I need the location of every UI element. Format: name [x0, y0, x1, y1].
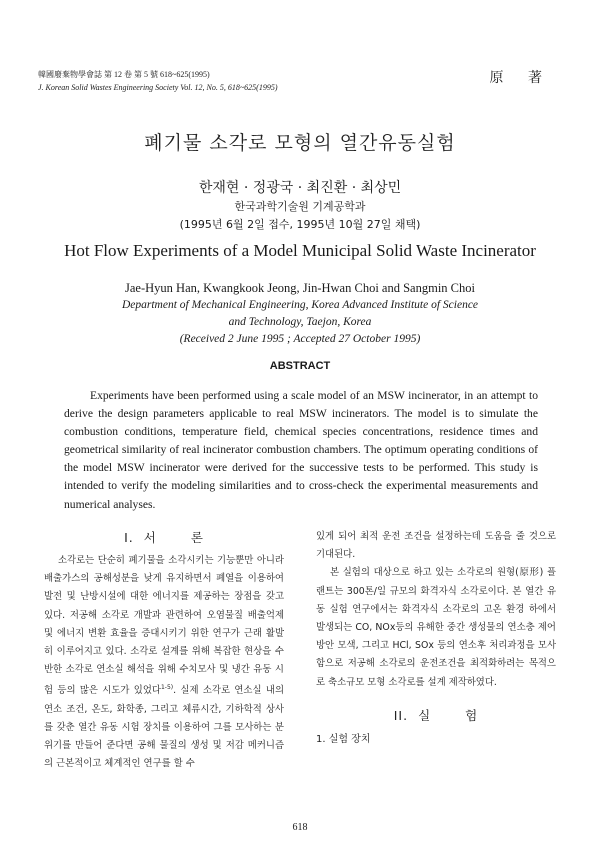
authors-english: Jae-Hyun Han, Kwangkook Jeong, Jin-Hwan Choi and Sangmin Choi [125, 281, 475, 295]
affiliation-english-line1: Department of Mechanical Engineering, Korea Advanced Institute of Science [121, 299, 479, 311]
citation-ref: 1-5) [160, 684, 174, 692]
left-column [44, 528, 284, 774]
section-heading-introduction [44, 528, 284, 552]
intro-text-cont: . 실제 소각로 연소실 내의 연소 조건, 온도, 화학종, 그리고 체류시간, 기하학적 상사를 갖춘 열간 유동 시험 장치를 이용하여 그를 모사하는 분위기를 만들어 준다면 공해 물질의 생성 및 저감 메커니즘의 근본적이고 체계적인 연구를 할 수 [44, 685, 284, 770]
journal-header-ko: 韓國廢棄物學會誌 第 12 卷 第 5 號 618~625(1995) [38, 70, 210, 79]
section-title-part2: 험 [465, 707, 479, 723]
section-number: II. [393, 707, 409, 723]
section-title-part2: 론 [190, 530, 204, 545]
journal-header-en: J. Korean Solid Wastes Engineering Society Vol. 12, No. 5, 618~625(1995) [38, 83, 278, 92]
dates-korean: (1995년 6월 2일 접수, 1995년 10월 27일 채택) [179, 218, 421, 231]
right-column [316, 528, 556, 745]
introduction-paragraph [44, 552, 284, 774]
subsection-heading: 1. 실험 장치 [316, 733, 371, 745]
article-type-label: 原 著 [489, 70, 552, 86]
title-english: Hot Flow Experiments of a Model Municipal Solid Waste Incinerator [64, 241, 536, 260]
dates-english: (Received 2 June 1995 ; Accepted 27 October 1995) [179, 333, 421, 345]
intro-text: 소각로는 단순히 폐기물을 소각시키는 기능뿐만 아니라 배출가스의 공해성분을 낮게 유지하면서 폐열을 이용하여 발전 및 난방시설에 대한 에너지를 제공하는 장점을 갖고 있다. 저공해 소각로 개발과 관련하여 오염물질 배출억제 및 에너지 변환 효율을 증대시키기 위한 연구가 근래 활발히 이루어지고 있다. 소각로 설계를 위해 복잡한 현상을 수반한 소각로 연소실 해석을 위해 수치모사 및 냉간 유동 시험 등의 많은 시도가 있었다 [44, 555, 284, 697]
title-korean: 폐기물 소각로 모형의 열간유동실험 [144, 132, 456, 154]
introduction-paragraph-2: 본 실험의 대상으로 하고 있는 소각로의 원형(原形) 플랜트는 300톤/일 규모의 화격자식 소각로이다. 본 열간 유동 실험 연구에서는 화격자식 소각로의 고온 환경 하에서 발생되는 CO, NOx등의 유해한 중간 생성물의 연소충 제어 방안 모색, 그리고 HCl, SOx 등의 연소후 처리과정을 모사함으로 저공해 소각로의 운전조건을 최적화하려는 목적으로 축소규모 모형 소각로를 설계 제작하였다. [316, 567, 556, 688]
section-title-part1: 실 [418, 707, 432, 723]
authors-korean: 한재현 · 정광국 · 최진환 · 최상민 [198, 180, 402, 196]
section-title-part1: 서 [143, 530, 157, 545]
affiliation-english-line2: and Technology, Taejon, Korea [228, 316, 372, 328]
page-number: 618 [292, 822, 308, 833]
affiliation-korean: 한국과학기술원 기계공학과 [234, 200, 366, 213]
section-number: I. [124, 530, 134, 545]
abstract-heading: ABSTRACT [269, 360, 331, 372]
abstract-text: Experiments have been performed using a scale model of an MSW incinerator, in an attempt to derive the design parameters applicable to real MSW incinerators. The model is to simulate the combustion conditions, temperature field, chemical species concentrations, residence times and geometrical similarity of real incinerator combustion chambers. The optimum operating conditions of the model MSW incinerator were derived for the successive tests to be performed. This study is intended to verify the modeling similarities and to cross-check the experimental measurements and numerical analyses. [64, 389, 538, 511]
introduction-paragraph-continued: 있게 되어 최적 운전 조건을 설정하는데 도움을 줄 것으로 기대된다. [316, 531, 556, 561]
section-heading-experiment [316, 706, 556, 730]
